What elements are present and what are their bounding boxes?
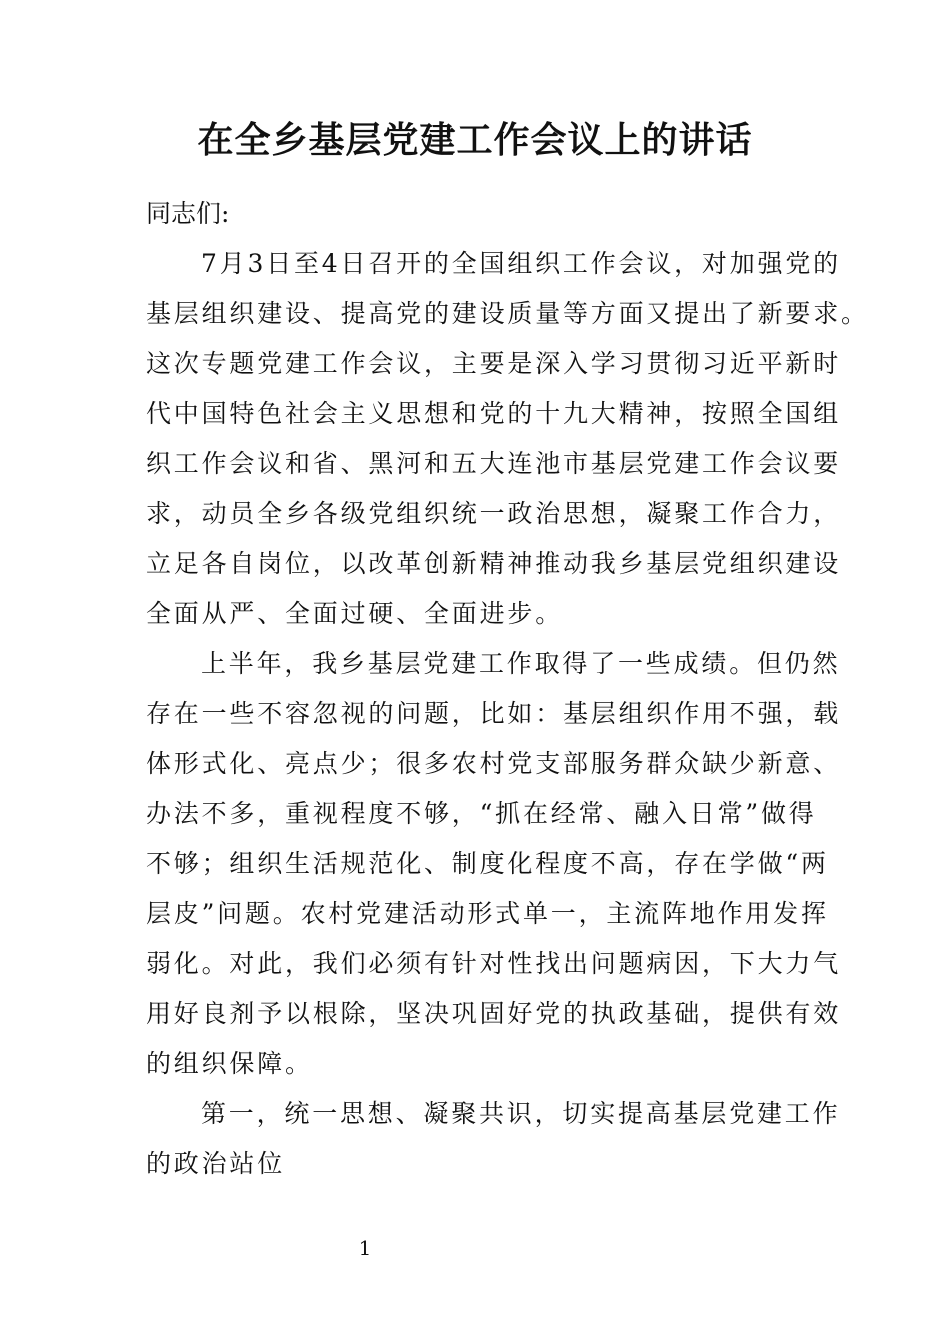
paragraph-2-line-5: 不够；组织生活规范化、制度化程度不高，存在学做“两	[146, 849, 829, 878]
paragraph-1-line-2: 基层组织建设、提高党的建设质量等方面又提出了新要求。	[146, 299, 869, 328]
document-title: 在全乡基层党建工作会议上的讲话	[197, 119, 753, 161]
paragraph-2-line-3: 体形式化、亮点少；很多农村党支部服务群众缺少新意、	[146, 749, 842, 778]
paragraph-3-line-1: 第一，统一思想、凝聚共识，切实提高基层党建工作	[201, 1099, 841, 1128]
paragraph-1-line-4: 代中国特色社会主义思想和党的十九大精神，按照全国组	[146, 399, 842, 428]
page-number: 1	[358, 1236, 372, 1260]
paragraph-1-line-5: 织工作会议和省、黑河和五大连池市基层党建工作会议要	[146, 449, 842, 478]
paragraph-2-line-4: 办法不多，重视程度不够，“抓在经常、融入日常”做得	[146, 799, 817, 828]
paragraph-1-line-3: 这次专题党建工作会议，主要是深入学习贯彻习近平新时	[146, 349, 842, 378]
paragraph-1-line-6: 求，动员全乡各级党组织统一政治思想，凝聚工作合力，	[146, 499, 842, 528]
paragraph-2-line-8: 用好良剂予以根除，坚决巩固好党的执政基础，提供有效	[146, 999, 842, 1028]
paragraph-2-line-7: 弱化。对此，我们必须有针对性找出问题病因，下大力气	[146, 949, 842, 978]
paragraph-2-line-6: 层皮”问题。农村党建活动形式单一，主流阵地作用发挥	[146, 899, 829, 928]
paragraph-3-line-2: 的政治站位	[146, 1149, 286, 1178]
paragraph-2-line-1: 上半年，我乡基层党建工作取得了一些成绩。但仍然	[201, 649, 841, 678]
document-body	[146, 239, 869, 1189]
paragraph-1-line-1: 7月3日至4日召开的全国组织工作会议，对加强党的	[201, 249, 841, 278]
paragraph-1-line-8: 全面从严、全面过硬、全面进步。	[146, 599, 564, 628]
paragraph-1-line-7: 立足各自岗位，以改革创新精神推动我乡基层党组织建设	[146, 549, 842, 578]
paragraph-2-line-2: 存在一些不容忽视的问题，比如：基层组织作用不强，载	[146, 699, 842, 728]
paragraph-2-line-9: 的组织保障。	[146, 1049, 313, 1078]
salutation: 同志们:	[146, 199, 230, 228]
